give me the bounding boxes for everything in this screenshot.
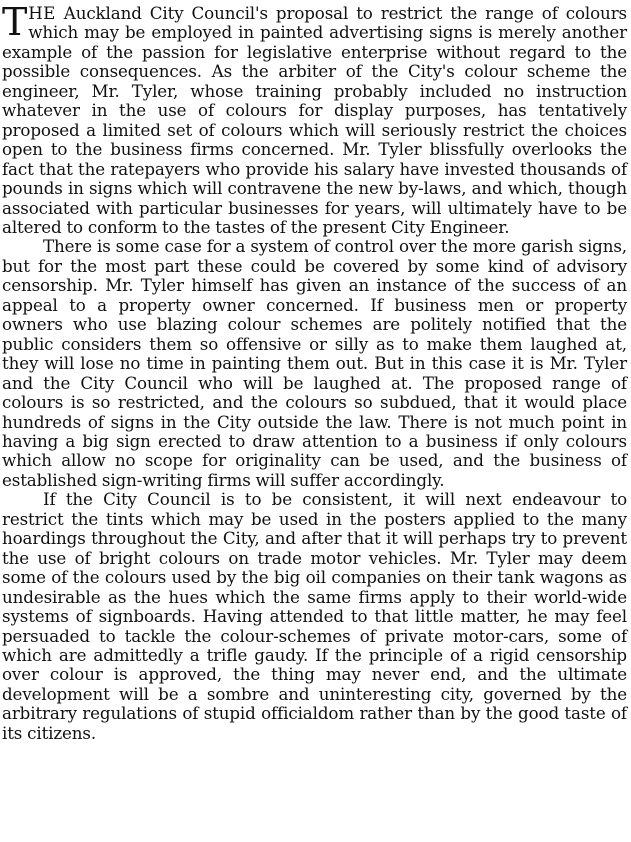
lead-caps: HE	[28, 3, 56, 23]
drop-cap: T	[2, 0, 28, 44]
paragraph-1-text: Auckland City Council's proposal to restrict the range of colours which may be employed in painted advertising signs is merely another example of the passion for legislative enterprise without regard to the possible consequences. As the arbiter of the City's colour scheme the engineer, Mr. Tyler, whose training probably included no instruction whatever in the use of colours for display purposes, has tentatively proposed a limited set of colours which will seriously restrict the choices open to the business firms concerned. Mr. Tyler blissfully overlooks the fact that the ratepayers who provide his salary have invested thousands of pounds in signs which will contravene the new by-laws, and which, though associated with particular businesses for years, will ultimately have to be altered to conform to the tastes of the present City Engineer.	[2, 3, 627, 237]
paragraph-3: If the City Council is to be consistent, it will next endeavour to restrict the tints which may be used in the posters applied to the many hoardings throughout the City, and after that it will perhaps try to prevent the use of bright colours on trade motor vehicles. Mr. Tyler may deem some of the colours used by the big oil companies on their tank wagons as undesirable as the hues which the same firms apply to their world-wide systems of signboards. Having attended to that little matter, he may feel persuaded to tackle the colour-schemes of private motor-cars, some of which are admittedly a trifle gaudy. If the principle of a rigid censorship over colour is approved, the thing may never end, and the ultimate development will be a sombre and uninteresting city, governed by the arbitrary regulations of stupid officialdom rather than by the good taste of its citizens.	[2, 489, 627, 743]
paragraph-1	[2, 0, 627, 237]
paragraph-2: There is some case for a system of control over the more garish signs, but for the most part these could be covered by some kind of advisory censorship. Mr. Tyler himself has given an instance of the success of an appeal to a property owner concerned. If business men or property owners who use blazing colour schemes are politely notified that the public considers them so offensive or silly as to make them laughed at, they will lose no time in painting them out. But in this case it is Mr. Tyler and the City Council who will be laughed at. The proposed range of colours is so restricted, and the colours so subdued, that it would place hundreds of signs in the City outside the law. There is not much point in having a big sign erected to draw attention to a business if only colours which allow no scope for originality can be used, and the business of established sign-writing firms will suffer accordingly.	[2, 236, 627, 490]
